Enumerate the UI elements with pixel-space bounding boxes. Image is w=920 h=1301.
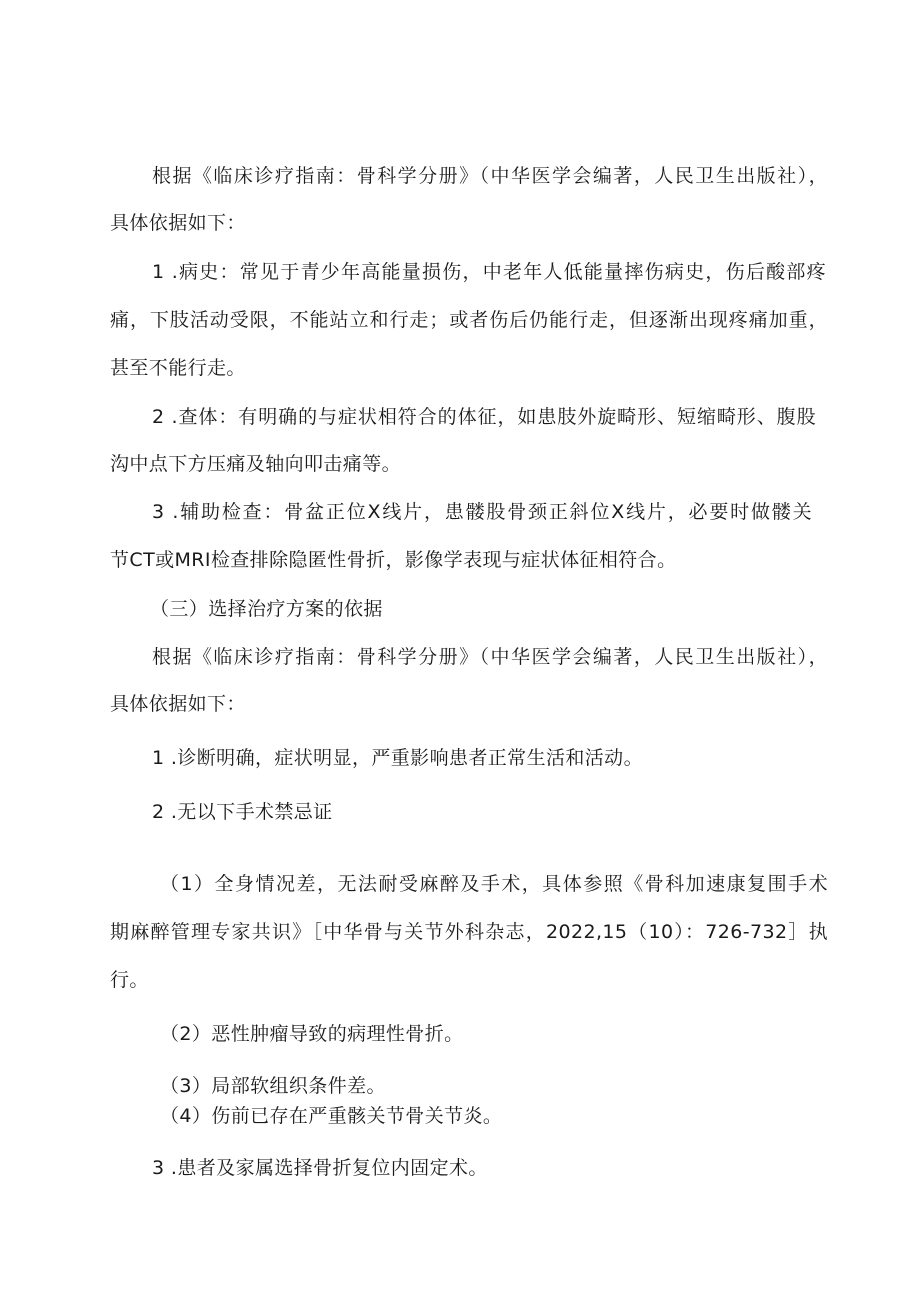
basis-diagnosis-line-1: 根据《临床诊疗指南：骨科学分册》（中华医学会编著，人民卫生出版社），	[152, 165, 828, 187]
exam-line-2: 沟中点下方压痛及轴向叩击痛等。	[110, 453, 402, 475]
auxiliary-line-2: 节CT或MRI检查排除隐匿性骨折，影像学表现与症状体征相符合。	[110, 549, 677, 571]
contraindication-3: （3）局部软组织条件差。	[160, 1075, 386, 1097]
auxiliary-line-1: 3 .辅助检查：骨盆正位X线片，患髅股骨颈正斜位X线片，必要时做髅关	[152, 501, 812, 523]
history-line-3: 甚至不能行走。	[110, 357, 246, 379]
contraindication-1-line-3: 行。	[110, 969, 149, 991]
treatment-item-1: 1 .诊断明确，症状明显，严重影响患者正常生活和活动。	[152, 747, 643, 769]
contraindication-4: （4）伤前已存在严重骸关节骨关节炎。	[160, 1105, 503, 1127]
treatment-item-3: 3 .患者及家属选择骨折复位内固定术。	[152, 1157, 488, 1179]
treatment-item-2: 2 .无以下手术禁忌证	[152, 801, 333, 823]
basis-treatment-line-1: 根据《临床诊疗指南：骨科学分册》（中华医学会编著，人民卫生出版社），	[152, 646, 828, 668]
contraindication-2: （2）恶性肿瘤导致的病理性骨折。	[160, 1023, 464, 1045]
section-heading: （三）选择治疗方案的依据	[150, 598, 383, 620]
contraindication-1-line-1: （1）全身情况差，无法耐受麻醉及手术，具体参照《骨科加速康复围手术	[160, 873, 828, 895]
basis-diagnosis-line-2: 具体依据如下：	[110, 212, 246, 234]
contraindication-1-line-2: 期麻醉管理专家共识》［中华骨与关节外科杂志，2022,15（10）：726-732］执	[110, 921, 828, 943]
history-line-2: 痛，下肢活动受限，不能站立和行走；或者伤后仍能行走，但逐渐出现疼痛加重，	[110, 309, 828, 331]
history-line-1: 1 .病史：常见于青少年高能量损伤，中老年人低能量摔伤病史，伤后酸部疼	[152, 261, 826, 283]
exam-line-1: 2 .查体：有明确的与症状相符合的体征，如患肢外旋畸形、短缩畸形、腹股	[152, 406, 816, 428]
basis-treatment-line-2: 具体依据如下：	[110, 693, 246, 715]
